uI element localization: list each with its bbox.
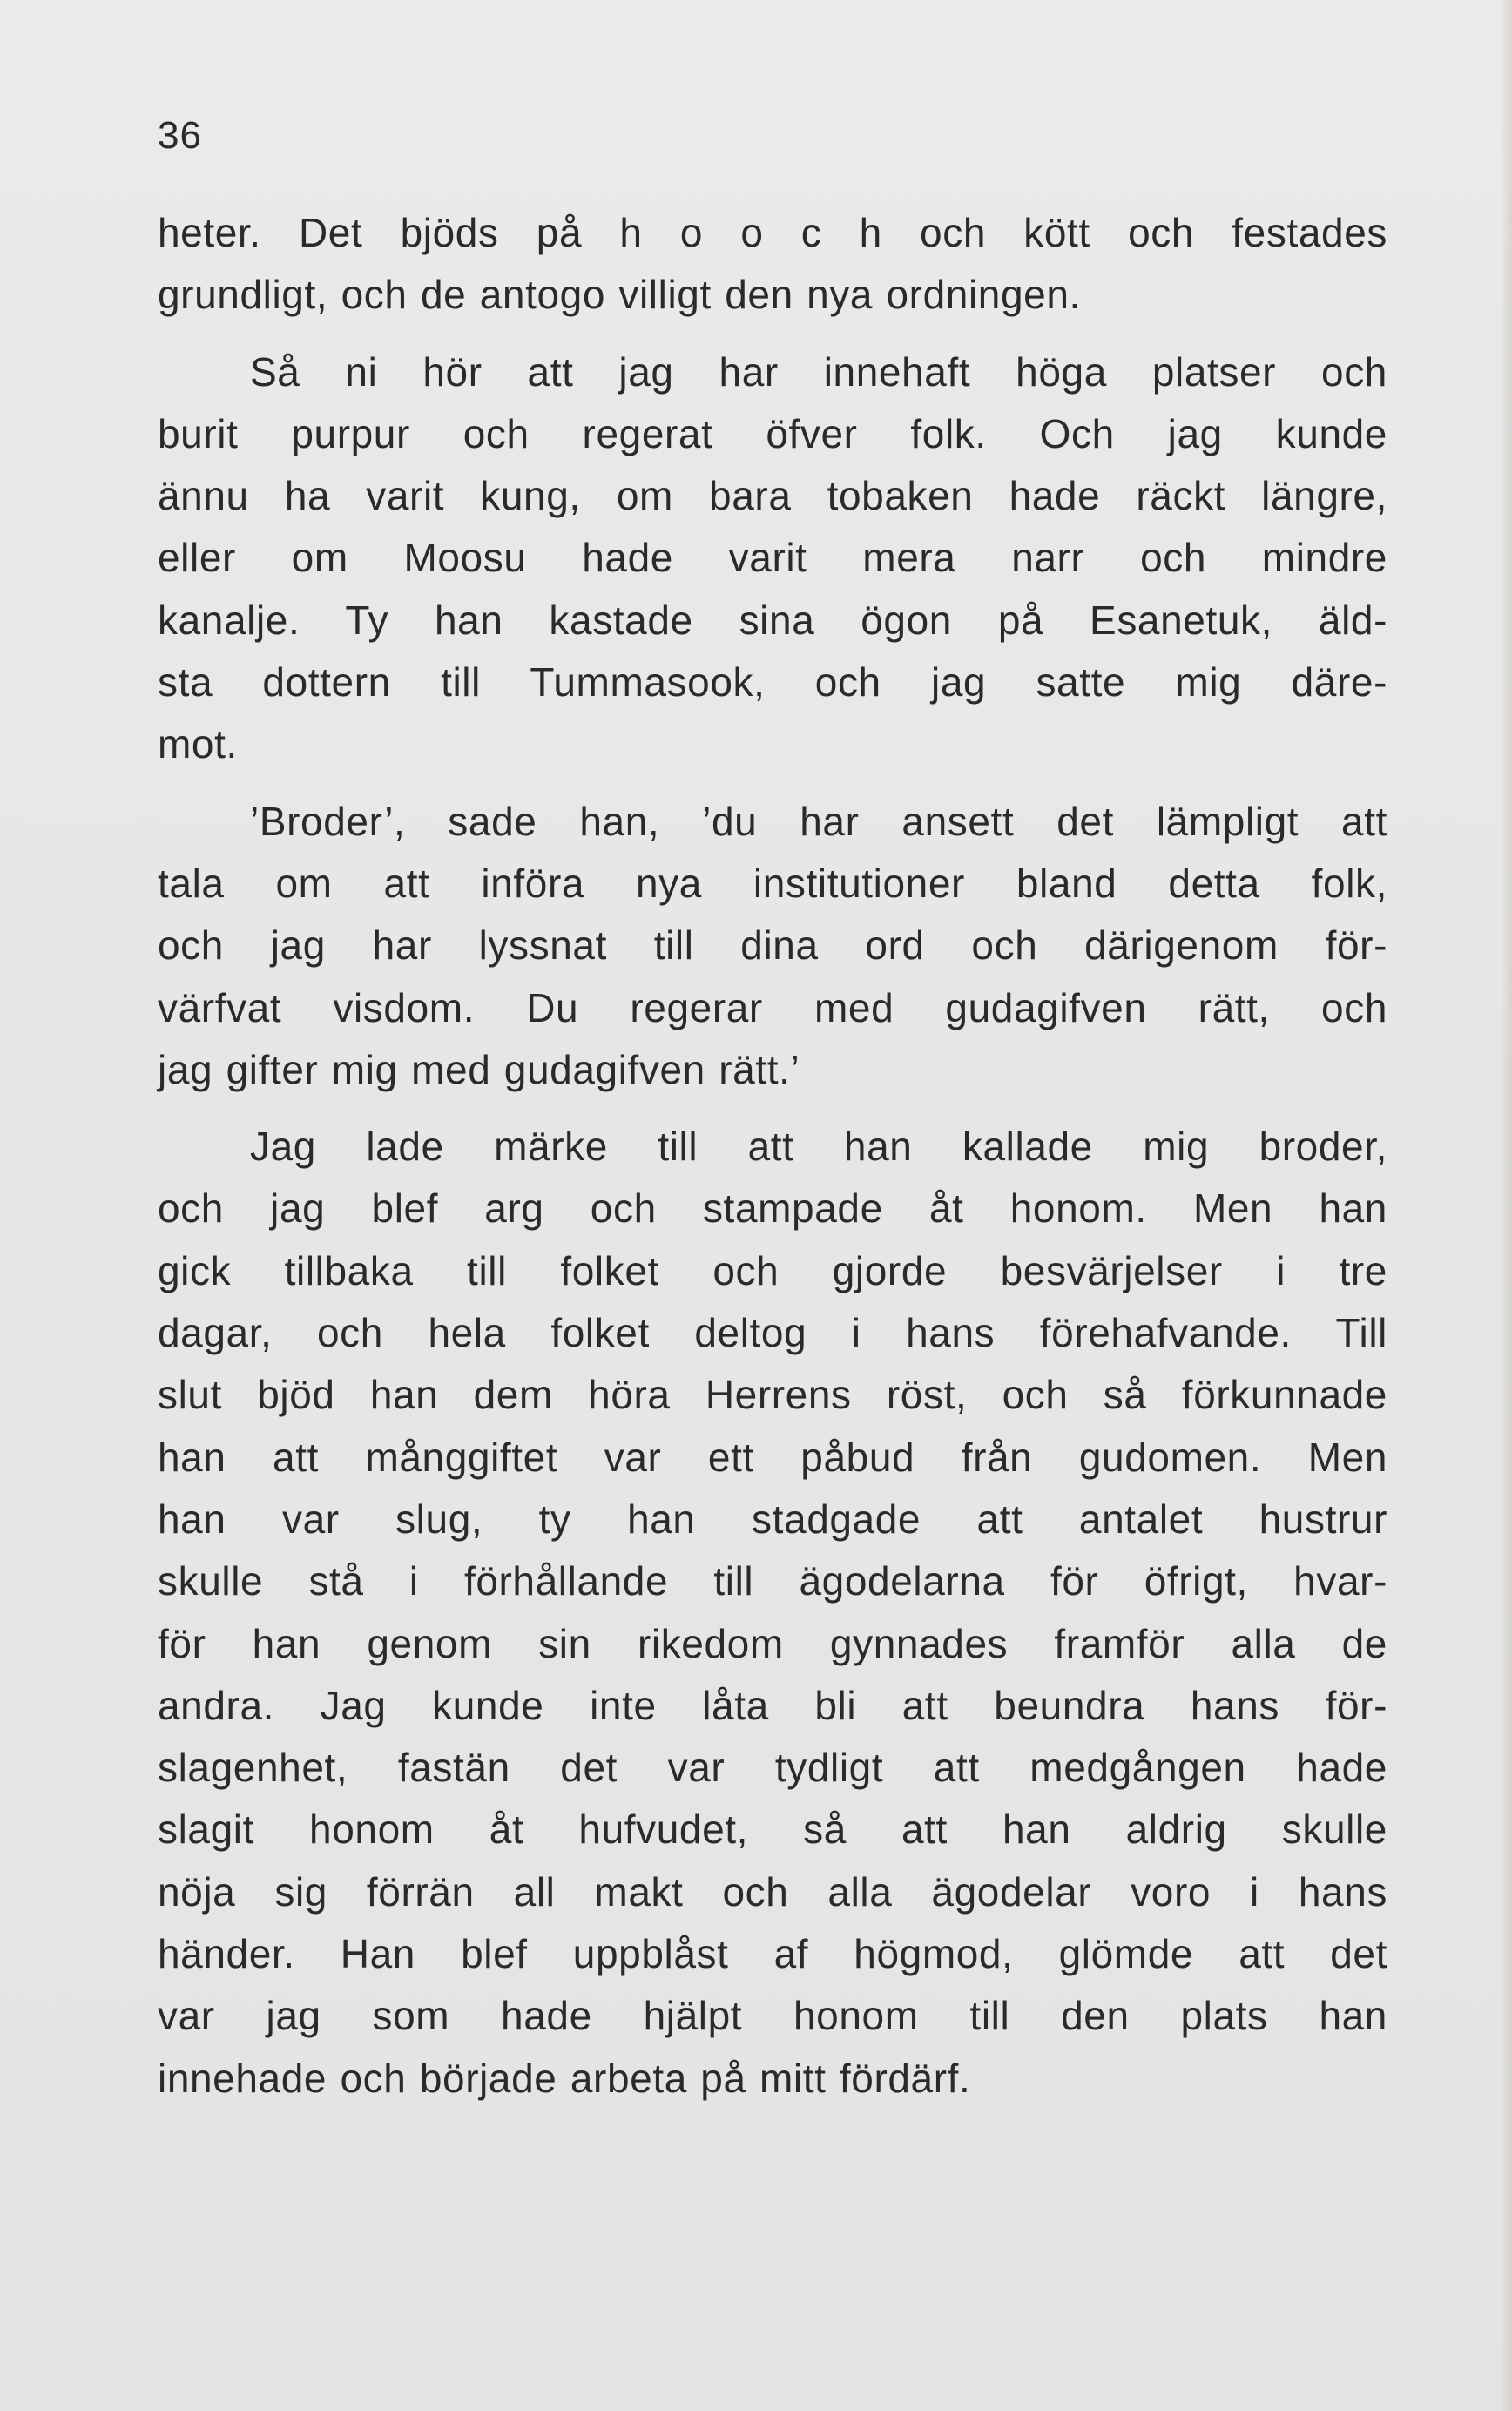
text-line: händer. Han blef uppblåst af högmod, glömde att det xyxy=(158,1931,1387,1977)
text-line: ännu ha varit kung, om bara tobaken hade räckt längre, xyxy=(158,473,1387,519)
paragraph xyxy=(158,202,1387,327)
page-edge-shadow xyxy=(1500,0,1512,2411)
text-line: han var slug, ty han stadgade att antalet hustrur xyxy=(158,1496,1387,1542)
paragraph xyxy=(158,341,1387,776)
text-line: Så ni hör att jag har innehaft höga platser och xyxy=(250,348,1387,395)
paragraph-gap xyxy=(158,1101,1387,1116)
text-line: och jag har lyssnat till dina ord och därigenom för- xyxy=(158,922,1387,969)
text-line: och jag blef arg och stampade åt honom. Men han xyxy=(158,1185,1387,1232)
text-line: slagenhet, fastän det var tydligt att medgången hade xyxy=(158,1745,1387,1791)
text-line: mot. xyxy=(158,721,238,767)
text-line: eller om Moosu hade varit mera narr och mindre xyxy=(158,535,1387,581)
paragraph-gap xyxy=(158,327,1387,341)
text-line: dagar, och hela folket deltog i hans förehafvande. Till xyxy=(158,1310,1387,1356)
text-line: slut bjöd han dem höra Herrens röst, och så förkunnade xyxy=(158,1372,1387,1418)
text-line: kanalje. Ty han kastade sina ögon på Esanetuk, äld- xyxy=(158,597,1387,643)
paragraph xyxy=(158,791,1387,1101)
text-line: nöja sig förrän all makt och alla ägodelar voro i hans xyxy=(158,1868,1387,1915)
text-line: tala om att införa nya institutioner bland detta folk, xyxy=(158,860,1387,906)
page-number: 36 xyxy=(158,114,202,157)
text-line: var jag som hade hjälpt honom till den plats han xyxy=(158,1993,1387,2039)
text-line: slagit honom åt hufvudet, så att han aldrig skulle xyxy=(158,1807,1387,1853)
text-line: ’Broder’, sade han, ’du har ansett det lämpligt att xyxy=(250,798,1387,844)
text-line: han att månggiftet var ett påbud från gudomen. Men xyxy=(158,1434,1387,1480)
text-line: jag gifter mig med gudagifven rätt.’ xyxy=(158,1046,800,1092)
body-text xyxy=(158,202,1387,2110)
text-line: burit purpur och regerat öfver folk. Och jag kunde xyxy=(158,410,1387,456)
text-line: innehade och började arbeta på mitt fördärf. xyxy=(158,2055,971,2101)
text-line: andra. Jag kunde inte låta bli att beundra hans för- xyxy=(158,1682,1387,1728)
text-line: sta dottern till Tummasook, och jag satte mig däre- xyxy=(158,659,1387,706)
text-line: gick tillbaka till folket och gjorde besvärjelser i tre xyxy=(158,1247,1387,1293)
paragraph-gap xyxy=(158,776,1387,791)
text-line: för han genom sin rikedom gynnades framför alla de xyxy=(158,1620,1387,1666)
paragraph xyxy=(158,1116,1387,2110)
text-line: heter. Det bjöds på h o o c h och kött och festades xyxy=(158,210,1387,255)
text-line: Jag lade märke till att han kallade mig broder, xyxy=(250,1124,1387,1170)
text-line: värfvat visdom. Du regerar med gudagifven rätt, och xyxy=(158,984,1387,1030)
text-line: grundligt, och de antogo villigt den nya ordningen. xyxy=(158,272,1081,318)
text-line: skulle stå i förhållande till ägodelarna för öfrigt, hvar- xyxy=(158,1558,1387,1604)
